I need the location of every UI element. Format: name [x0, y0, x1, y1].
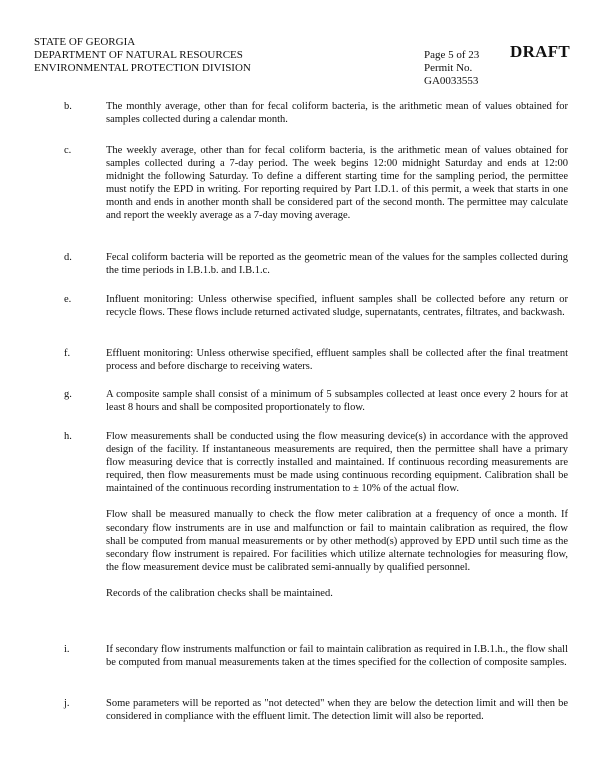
list-item-g	[64, 388, 568, 414]
list-item-e	[64, 293, 568, 319]
item-label: d.	[64, 252, 72, 263]
list-item-h	[64, 430, 568, 600]
item-label: i.	[64, 644, 70, 655]
page-number: Page 5 of 23	[424, 49, 480, 61]
item-label: j.	[64, 698, 70, 709]
item-text	[106, 144, 568, 223]
list-item-d	[64, 251, 568, 277]
item-text	[106, 643, 568, 669]
item-paragraph: Influent monitoring: Unless otherwise specified, influent samples shall be collected before any return or recycle flows. These flows include returned activated sludge, supernatants, centrates, filtrates, and backwash.	[106, 294, 568, 319]
item-text	[106, 100, 568, 126]
item-label: b.	[64, 101, 72, 112]
permit-number: Permit No. GA0033553	[424, 62, 479, 87]
header-division: ENVIRONMENTAL PROTECTION DIVISION	[34, 62, 251, 74]
page-info	[424, 49, 524, 88]
list-item-i	[64, 643, 568, 669]
item-paragraph: Fecal coliform bacteria will be reported as the geometric mean of the values for the samples collected during the time periods in I.B.1.b. and I.B.1.c.	[106, 252, 568, 277]
item-text	[106, 251, 568, 277]
item-text	[106, 697, 568, 723]
item-label: h.	[64, 431, 72, 442]
item-label: f.	[64, 348, 71, 359]
item-paragraph: The weekly average, other than for fecal coliform bacteria, is the arithmetic mean of values obtained for samples collected during a 7-day period. The week begins 12:00 midnight Saturday and ends at 12:00 midnight the following Saturday. To define a different starting time for the sampling period, the permittee must notify the EPD in writing. For reporting required by Part I.D.1. of this permit, a week that starts in one month and ends in another month shall be considered part of the second month. The permittee may calculate and report the weekly average as a 7-day moving average.	[106, 145, 568, 222]
item-label: c.	[64, 145, 72, 156]
item-paragraph: Flow measurements shall be conducted using the flow measuring device(s) in accordance with the approved design of the facility. If instantaneous measurements are required, then the permittee shall have a primary flow measuring device that is correctly installed and maintained. If continuous recording measurements are required, then flow measurements must be made using continuous recording equipment. Calibration shall be maintained of the continuous recording instrumentation to ± 10% of the actual flow.	[106, 431, 568, 495]
draft-watermark: DRAFT	[510, 42, 571, 61]
item-text	[106, 388, 568, 414]
list-item-f	[64, 347, 568, 373]
item-label: e.	[64, 294, 72, 305]
item-paragraph: If secondary flow instruments malfunction or fail to maintain calibration as required in I.B.1.h., the flow shall be computed from manual measurements taken at the times specified for the collection of composite samples.	[106, 644, 568, 669]
agency-header	[34, 36, 364, 75]
item-text	[106, 347, 568, 373]
list-item-c	[64, 144, 568, 223]
item-paragraph: A composite sample shall consist of a minimum of 5 subsamples collected at least once every 2 hours for at least 8 hours and shall be composited proportionately to flow.	[106, 389, 568, 414]
item-paragraph: Some parameters will be reported as "not detected" when they are below the detection limit and will then be considered in compliance with the effluent limit. The detection limit will also be reported.	[106, 698, 568, 723]
item-text	[106, 293, 568, 319]
item-paragraph: Flow shall be measured manually to check the flow meter calibration at a frequency of once a month. If secondary flow instruments are in use and malfunction or fail to maintain calibration as required, the flow shall be computed from manual measurements or by other method(s) approved by EPD until such time as the secondary flow instrument is repaired. For facilities which utilize alternate technologies for measuring flow, the flow measurement device must be calibrated semi-annually by qualified personnel.	[106, 509, 568, 573]
list-item-j	[64, 697, 568, 723]
item-paragraph: Records of the calibration checks shall be maintained.	[106, 587, 333, 599]
item-paragraph: The monthly average, other than for fecal coliform bacteria, is the arithmetic mean of values obtained for samples collected during a calendar month.	[106, 101, 568, 126]
item-paragraph: Effluent monitoring: Unless otherwise specified, effluent samples shall be collected after the final treatment process and before discharge to receiving waters.	[106, 348, 568, 373]
header-department: DEPARTMENT OF NATURAL RESOURCES	[34, 49, 243, 61]
item-text	[106, 430, 568, 600]
header-state: STATE OF GEORGIA	[34, 36, 136, 48]
list-item-b	[64, 100, 568, 126]
item-label: g.	[64, 389, 72, 400]
